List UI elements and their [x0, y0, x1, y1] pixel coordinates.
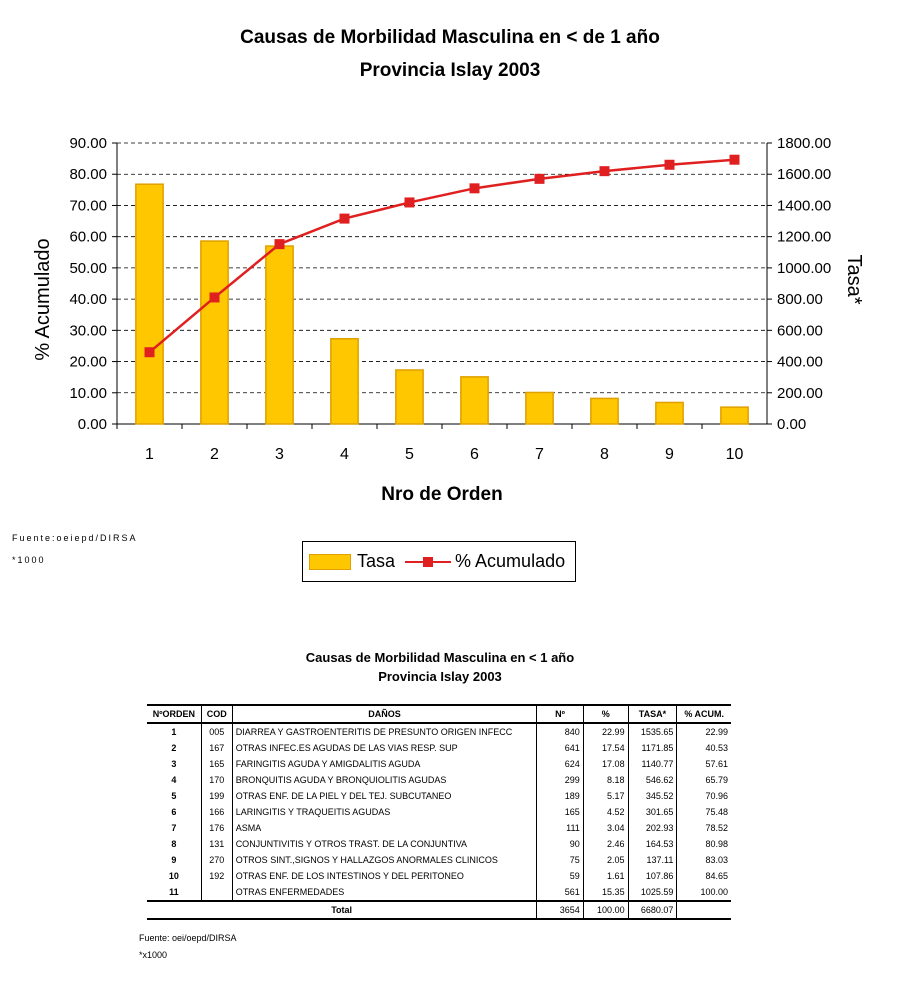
cell-tasa: 1535.65	[628, 723, 677, 740]
point-acumulado	[340, 214, 350, 224]
bar-tasa	[591, 398, 618, 424]
left-tick-label: 90.00	[69, 135, 107, 152]
bar-tasa	[461, 377, 488, 424]
cell-cod: 176	[201, 820, 232, 836]
cell-pct: 17.54	[583, 740, 628, 756]
cell-danos: DIARREA Y GASTROENTERITIS DE PRESUNTO ORIGEN INFECC	[232, 723, 537, 740]
cell-tasa: 546.62	[628, 772, 677, 788]
cell-danos: OTROS SINT.,SIGNOS Y HALLAZGOS ANORMALES CLINICOS	[232, 852, 537, 868]
cell-cod	[201, 884, 232, 901]
cell-pct: 2.46	[583, 836, 628, 852]
x-tick-label: 2	[210, 446, 219, 463]
right-tick-label: 1200.00	[777, 228, 832, 246]
cell-danos: OTRAS ENFERMEDADES	[232, 884, 537, 901]
chart-title: Causas de Morbilidad Masculina en < de 1 año	[240, 27, 660, 48]
cell-danos: FARINGITIS AGUDA Y AMIGDALITIS AGUDA	[232, 756, 537, 772]
cell-tasa: 202.93	[628, 820, 677, 836]
y-axis-left-title: % Acumulado	[32, 238, 54, 361]
table-row	[147, 740, 731, 756]
left-tick-label: 80.00	[69, 166, 107, 184]
cell-tasa: 1025.59	[628, 884, 677, 901]
chart-legend	[302, 541, 576, 582]
cell-acum: 40.53	[677, 740, 731, 756]
chart-source-note: Fuente:oeiepd/DIRSA	[12, 533, 138, 543]
x-tick-label: 10	[725, 446, 744, 463]
left-tick-label: 30.00	[69, 322, 107, 340]
table-row	[147, 788, 731, 804]
cell-danos: OTRAS ENF. DE LOS INTESTINOS Y DEL PERITONEO	[232, 868, 537, 884]
x-tick-label: 9	[665, 446, 674, 463]
morbidity-table	[147, 704, 731, 920]
cell-danos: ASMA	[232, 820, 537, 836]
cell-acum: 70.96	[677, 788, 731, 804]
cell-acum: 78.52	[677, 820, 731, 836]
x-tick-label: 8	[600, 446, 609, 463]
cell-acum: 22.99	[677, 723, 731, 740]
table-row	[147, 836, 731, 852]
table-title: Causas de Morbilidad Masculina en < 1 año	[305, 650, 575, 665]
right-tick-label: 800.00	[777, 291, 823, 309]
legend-line-swatch	[405, 555, 451, 569]
cell-pct: 4.52	[583, 804, 628, 820]
table-subtitle: Provincia Islay 2003	[378, 669, 502, 684]
bar-tasa	[201, 241, 228, 424]
header-tasa: TASA*	[628, 705, 677, 723]
x-tick-label: 4	[340, 446, 349, 463]
cell-orden: 6	[171, 807, 177, 817]
right-tick-label: 1800.00	[777, 135, 832, 152]
bar-tasa	[721, 407, 748, 424]
left-tick-label: 50.00	[69, 259, 107, 277]
point-acumulado	[145, 347, 155, 357]
cell-n: 59	[537, 868, 584, 884]
cell-danos: OTRAS INFEC.ES AGUDAS DE LAS VIAS RESP. SUP	[232, 740, 537, 756]
line-acumulado	[150, 160, 735, 353]
table-row	[147, 772, 731, 788]
right-tick-label: 400.00	[777, 353, 823, 371]
cell-acum: 57.61	[677, 756, 731, 772]
cell-pct: 8.18	[583, 772, 628, 788]
table-factor-note: *x1000	[139, 950, 168, 960]
cell-danos: LARINGITIS Y TRAQUEITIS AGUDAS	[232, 804, 537, 820]
cell-tasa: 301.65	[628, 804, 677, 820]
cell-pct: 22.99	[583, 723, 628, 740]
cell-n: 165	[537, 804, 584, 820]
cell-tasa: 1140.77	[628, 756, 677, 772]
cell-pct: 2.05	[583, 852, 628, 868]
table-source-note: Fuente: oei/oepd/DIRSA	[139, 933, 237, 943]
cell-orden: 1	[171, 727, 177, 737]
cell-n: 624	[537, 756, 584, 772]
cell-orden: 9	[171, 855, 177, 865]
left-tick-label: 70.00	[69, 197, 107, 215]
header-n: Nº	[537, 705, 584, 723]
total-pct: 100.00	[583, 901, 628, 919]
point-acumulado	[665, 160, 675, 170]
left-tick-label: 20.00	[69, 353, 107, 371]
right-tick-label: 1400.00	[777, 197, 832, 215]
right-tick-label: 1000.00	[777, 259, 832, 277]
right-tick-label: 600.00	[777, 322, 823, 340]
total-n: 3654	[537, 901, 584, 919]
header-orden: NºORDEN	[147, 705, 201, 723]
cell-cod: 165	[201, 756, 232, 772]
cell-orden: 10	[168, 871, 179, 881]
cell-orden: 8	[171, 839, 177, 849]
cell-cod: 166	[201, 804, 232, 820]
legend-line-label: % Acumulado	[455, 551, 566, 571]
chart-factor-note: *1000	[12, 555, 46, 565]
bar-tasa	[136, 184, 163, 424]
table-row	[147, 820, 731, 836]
left-tick-label: 60.00	[69, 228, 107, 246]
cell-tasa: 137.11	[628, 852, 677, 868]
cell-danos: CONJUNTIVITIS Y OTROS TRAST. DE LA CONJUNTIVA	[232, 836, 537, 852]
bar-tasa	[266, 246, 293, 424]
cell-cod: 192	[201, 868, 232, 884]
legend-bar-swatch	[309, 554, 351, 570]
cell-tasa: 107.86	[628, 868, 677, 884]
cell-orden: 11	[147, 884, 201, 901]
cell-orden: 5	[171, 791, 177, 801]
table-row	[147, 756, 731, 772]
cell-cod: 167	[201, 740, 232, 756]
cell-cod: 131	[201, 836, 232, 852]
cell-acum: 83.03	[677, 852, 731, 868]
table-row	[147, 723, 731, 740]
cell-n: 189	[537, 788, 584, 804]
table-row	[147, 884, 731, 901]
x-tick-label: 3	[275, 446, 284, 463]
table-body	[147, 723, 731, 919]
cell-n: 561	[537, 884, 584, 901]
bar-tasa	[656, 402, 683, 424]
x-tick-label: 5	[405, 446, 414, 463]
table-row	[147, 868, 731, 884]
header-acum: % ACUM.	[677, 705, 731, 723]
cell-n: 90	[537, 836, 584, 852]
chart-subtitle: Provincia Islay 2003	[359, 60, 541, 81]
left-tick-label: 10.00	[69, 384, 107, 402]
cell-pct: 1.61	[583, 868, 628, 884]
total-tasa: 6680.07	[628, 901, 677, 919]
cell-tasa: 1171.85	[628, 740, 677, 756]
cell-cod: 005	[201, 723, 232, 740]
right-tick-label: 200.00	[777, 384, 823, 402]
bar-tasa	[526, 392, 553, 424]
header-pct: %	[583, 705, 628, 723]
right-tick-label: 1600.00	[777, 166, 832, 184]
table-header-row	[147, 705, 731, 723]
cell-n: 75	[537, 852, 584, 868]
point-acumulado	[405, 197, 415, 207]
cell-acum: 65.79	[677, 772, 731, 788]
x-tick-label: 7	[535, 446, 544, 463]
x-axis-title: Nro de Orden	[381, 484, 503, 505]
point-acumulado	[600, 166, 610, 176]
cell-pct: 3.04	[583, 820, 628, 836]
cell-cod: 170	[201, 772, 232, 788]
cell-acum: 80.98	[677, 836, 731, 852]
total-label: Total	[147, 901, 537, 919]
cell-orden: 3	[171, 759, 177, 769]
point-acumulado	[275, 239, 285, 249]
cell-n: 641	[537, 740, 584, 756]
cell-n: 299	[537, 772, 584, 788]
point-acumulado	[535, 174, 545, 184]
cell-orden: 2	[171, 743, 177, 753]
cell-danos: OTRAS ENF. DE LA PIEL Y DEL TEJ. SUBCUTANEO	[232, 788, 537, 804]
cell-orden: 4	[171, 775, 177, 785]
cell-orden: 7	[171, 823, 177, 833]
left-tick-label: 40.00	[69, 291, 107, 309]
total-acum	[677, 901, 731, 919]
cell-pct: 15.35	[583, 884, 628, 901]
right-tick-label: 0.00	[777, 416, 807, 433]
table-total-row	[147, 901, 731, 919]
header-danos: DAÑOS	[232, 705, 537, 723]
cell-tasa: 345.52	[628, 788, 677, 804]
cell-acum: 84.65	[677, 868, 731, 884]
legend-bar-label: Tasa	[357, 551, 396, 571]
bar-tasa	[331, 339, 358, 424]
point-acumulado	[730, 155, 740, 165]
cell-acum: 100.00	[677, 884, 731, 901]
cell-cod: 199	[201, 788, 232, 804]
cell-pct: 17.08	[583, 756, 628, 772]
table-row	[147, 804, 731, 820]
left-tick-label: 0.00	[77, 416, 107, 433]
y-axis-right-title: Tasa*	[843, 254, 865, 305]
cell-pct: 5.17	[583, 788, 628, 804]
table-row	[147, 852, 731, 868]
point-acumulado	[470, 183, 480, 193]
x-tick-label: 6	[470, 446, 479, 463]
cell-cod: 270	[201, 852, 232, 868]
point-acumulado	[210, 292, 220, 302]
cell-acum: 75.48	[677, 804, 731, 820]
cell-n: 840	[537, 723, 584, 740]
cell-tasa: 164.53	[628, 836, 677, 852]
bar-tasa	[396, 370, 423, 424]
header-cod: COD	[201, 705, 232, 723]
x-tick-label: 1	[145, 446, 154, 463]
cell-danos: BRONQUITIS AGUDA Y BRONQUIOLITIS AGUDAS	[232, 772, 537, 788]
cell-n: 111	[537, 820, 584, 836]
